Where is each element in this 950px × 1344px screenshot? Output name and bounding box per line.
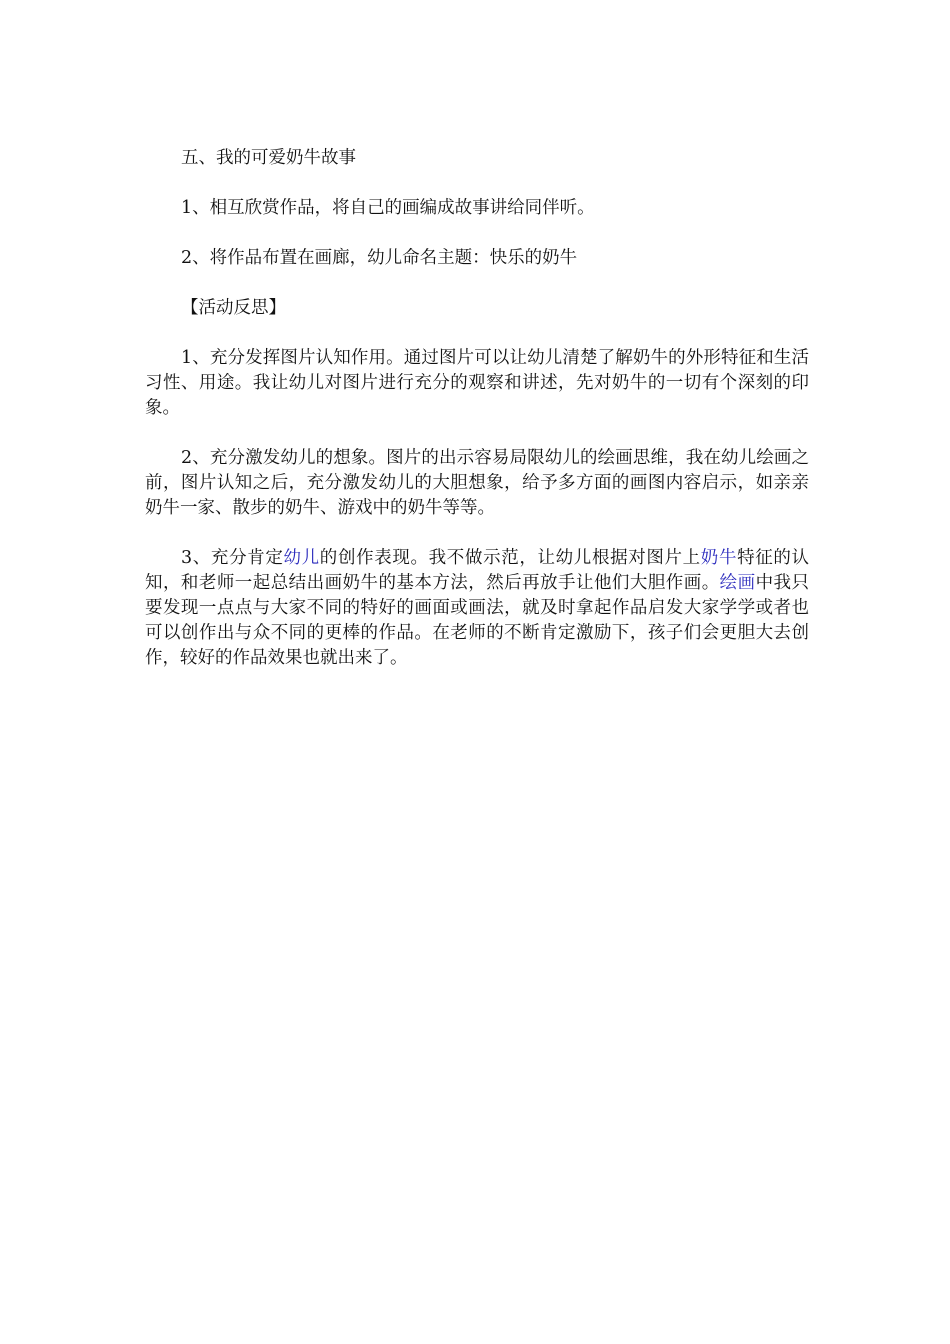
section-heading: 五、我的可爱奶牛故事 — [181, 148, 356, 168]
reflection3-text-3: 特征的认知，和老师一起总结出画奶牛的基本方法，然后再放手让他们大胆作画。 — [145, 548, 810, 593]
reflection3-text-1: 3、充分肯定 — [181, 548, 284, 568]
link-huihua[interactable]: 绘画 — [719, 573, 756, 593]
reflection-paragraph-1: 1、充分发挥图片认知作用。通过图片可以让幼儿清楚了解奶牛的外形特征和生活习性、用途。我让幼儿对图片进行充分的观察和讲述，先对奶牛的一切有个深刻的印象。 — [145, 348, 809, 418]
activity-item-1: 1、相互欣赏作品，将自己的画编成故事讲给同伴听。 — [181, 198, 595, 218]
activity-item-2: 2、将作品布置在画廊，幼儿命名主题：快乐的奶牛 — [181, 248, 578, 268]
link-nainiu[interactable]: 奶牛 — [700, 548, 738, 568]
reflection3-text-2: 的创作表现。我不做示范，让幼儿根据对图片上 — [319, 548, 701, 568]
reflection-heading: 【活动反思】 — [181, 298, 286, 318]
reflection3-text-4: 中我只要发现一点点与大家不同的特好的画面或画法，就及时拿起作品启发大家学学或者也可以创作出与众不同的更棒的作品。在老师的不断肯定激励下，孩子们会更胆大去创作，较好的作品效果也就出来了。 — [145, 573, 810, 668]
reflection-paragraph-3 — [145, 546, 809, 671]
link-youer[interactable]: 幼儿 — [283, 548, 320, 568]
document-page — [145, 146, 809, 696]
reflection-paragraph-2: 2、充分激发幼儿的想象。图片的出示容易局限幼儿的绘画思维，我在幼儿绘画之前，图片认知之后，充分激发幼儿的大胆想象，给予多方面的画图内容启示，如亲亲奶牛一家、散步的奶牛、游戏中的奶牛等等。 — [145, 448, 809, 518]
